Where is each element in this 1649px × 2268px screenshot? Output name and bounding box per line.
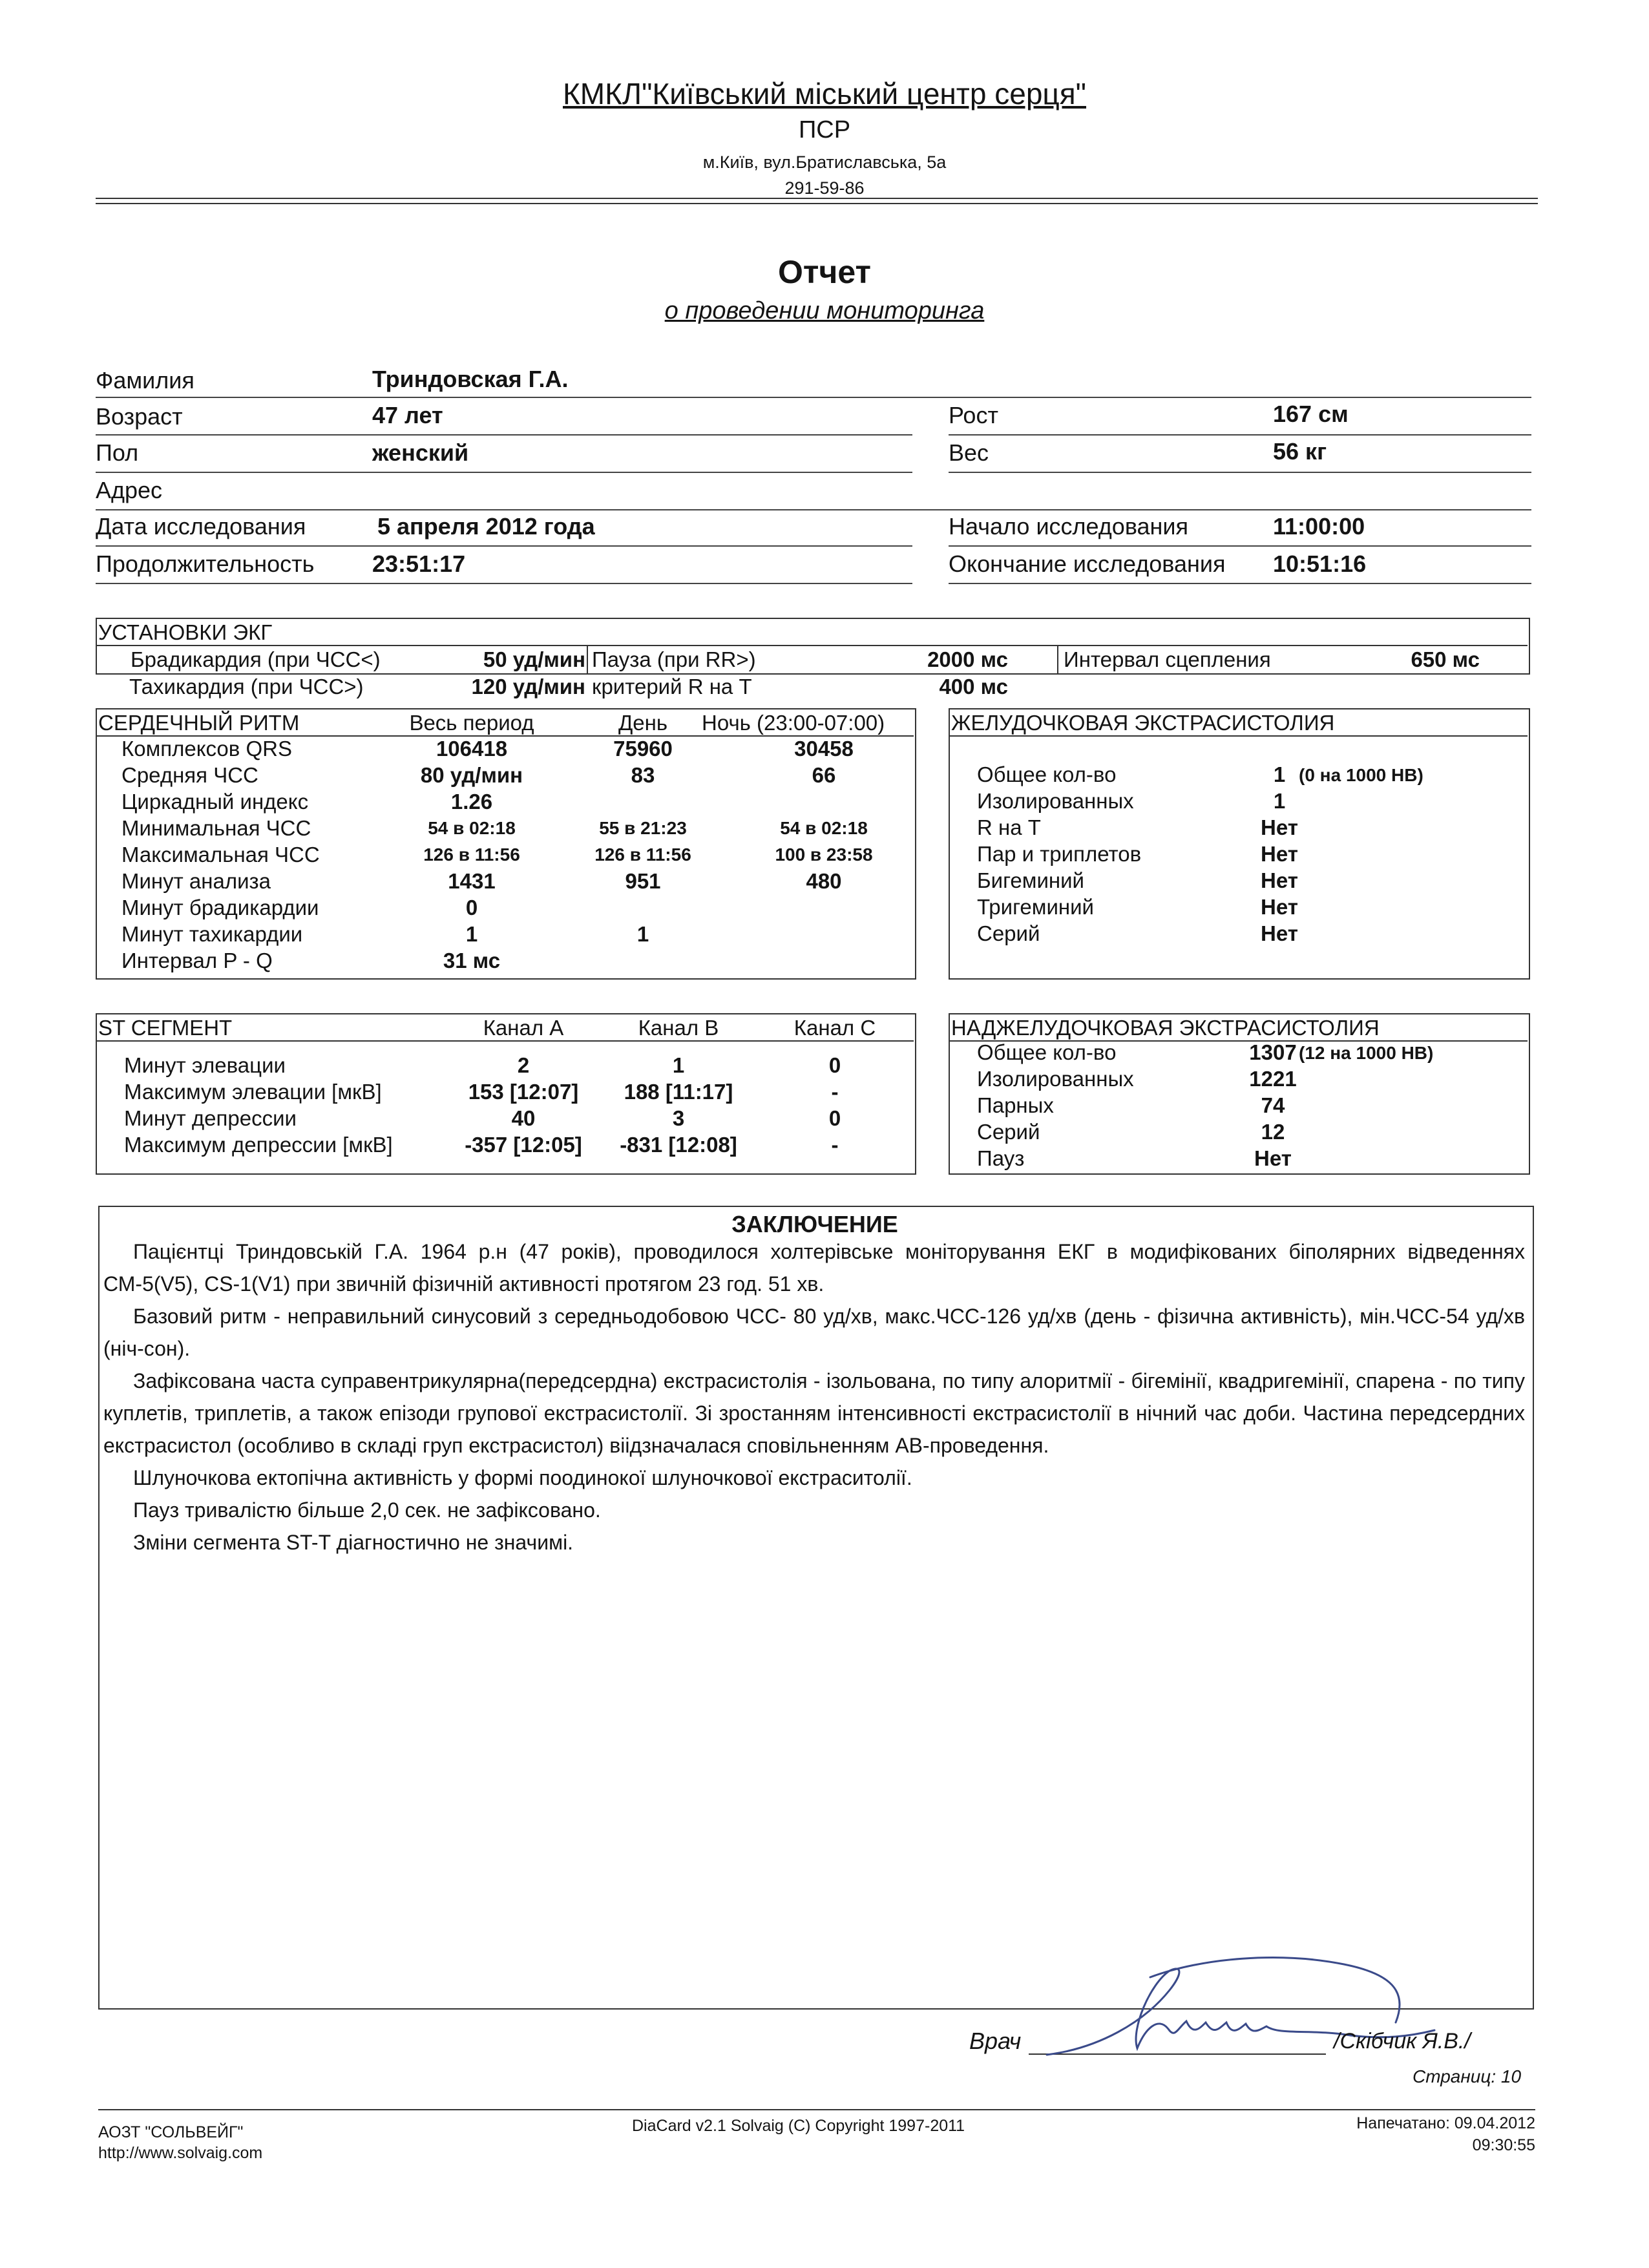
coupling-value: 650 мс (1411, 647, 1480, 671)
ventricular-row-value: 1 (1273, 789, 1286, 813)
st-segment-divider (96, 1040, 914, 1042)
conclusion-paragraph: Зміни сегмента ST-T діагностично не значимі. (133, 1531, 574, 1554)
rhythm-row-label: Комплексов QRS (121, 737, 292, 761)
ventricular-row-value: Нет (1261, 868, 1298, 892)
ventricular-row-value: Нет (1261, 895, 1298, 919)
report-title: Отчет (777, 254, 872, 290)
supraventricular-row-value: Нет (1254, 1146, 1292, 1170)
conclusion-paragraph: Зафіксована часта суправентрикулярна(передсердна) екстрасистолія - ізольована, по типу алоритмії - бігемінії, квадригемінії, спарена - по типу куплетів, триплетів, а також епізоди групової екстрасистолії. Зі зростанням інтенсивності екстрасистолії в нічний час доби. Частина передсердних екстрасистол (особливо в складі груп екстрасистол) віідзначалася сповільненням АВ-проведення. (103, 1369, 1525, 1457)
height-value: 167 см (1273, 401, 1349, 427)
ventricular-row-label: Тригеминий (977, 895, 1094, 919)
doctor-label: Врач (969, 2028, 1022, 2054)
header-divider (96, 198, 1538, 199)
heart-rhythm-title: СЕРДЕЧНЫЙ РИТМ (98, 711, 300, 735)
supraventricular-row-label: Изолированных (977, 1067, 1134, 1091)
rhythm-value-night: 66 (812, 763, 836, 787)
row-divider (96, 509, 1531, 510)
tachy-value: 120 уд/мин (471, 675, 585, 698)
st-value-b: -831 [12:08] (620, 1133, 737, 1157)
st-value-a: 153 [12:07] (468, 1080, 579, 1104)
rhythm-value-night: 480 (806, 869, 842, 893)
rhythm-value-all: 80 уд/мин (420, 763, 523, 787)
department-name: ПСР (798, 116, 851, 143)
col-channel-c: Канал C (793, 1016, 876, 1040)
st-value-a: 2 (517, 1053, 530, 1077)
st-row-label: Максимум депрессии [мкВ] (124, 1133, 393, 1157)
supraventricular-row-note: (12 на 1000 НВ) (1299, 1043, 1434, 1063)
conclusion-text (103, 1235, 1525, 1559)
institution-address: м.Київ, вул.Братиславська, 5а (702, 152, 947, 172)
pause-label: Пауза (при RR>) (592, 647, 756, 671)
rhythm-value-day: 55 в 21:23 (599, 818, 687, 838)
st-row-label: Максимум элевации [мкВ] (124, 1080, 382, 1104)
ventricular-row-value: Нет (1261, 815, 1298, 839)
rhythm-value-day: 126 в 11:56 (594, 845, 691, 865)
supraventricular-row-label: Общее кол-во (977, 1040, 1117, 1064)
rhythm-row-label: Интервал P - Q (121, 949, 273, 972)
st-segment-title: ST СЕГМЕНТ (98, 1016, 233, 1040)
rhythm-value-all: 1431 (448, 869, 496, 893)
rhythm-value-all: 126 в 11:56 (423, 845, 520, 865)
rhythm-row-label: Максимальная ЧСС (121, 843, 320, 866)
row-divider (96, 397, 1531, 398)
st-value-b: 3 (672, 1106, 685, 1130)
age-value: 47 лет (372, 402, 443, 428)
st-value-c: 0 (828, 1053, 841, 1077)
st-value-a: 40 (511, 1106, 536, 1130)
brady-label: Брадикардия (при ЧСС<) (131, 647, 381, 671)
ecg-divider (96, 645, 587, 646)
coupling-label: Интервал сцепления (1064, 647, 1271, 671)
row-divider (949, 545, 1531, 547)
ventricular-row-value: Нет (1261, 921, 1298, 945)
footer-divider (98, 2109, 1535, 2110)
supraventricular-row-value: 74 (1261, 1093, 1285, 1117)
date-label: Дата исследования (96, 513, 306, 540)
row-divider (949, 583, 1531, 584)
col-day: День (618, 711, 668, 735)
ventricular-row-note: (0 на 1000 НВ) (1299, 765, 1423, 785)
row-divider (96, 472, 912, 473)
end-label: Окончание исследования (949, 551, 1226, 577)
header-divider-2 (96, 203, 1538, 204)
row-divider (949, 434, 1531, 436)
rhythm-value-all: 31 мс (443, 949, 501, 972)
tachy-label: Тахикардия (при ЧСС>) (129, 675, 364, 698)
rhythm-value-day: 83 (631, 763, 655, 787)
st-value-c: 0 (828, 1106, 841, 1130)
ventricular-row-label: Серий (977, 921, 1040, 945)
r-on-t-label: критерий R на T (592, 675, 752, 698)
institution-name: КМКЛ"Київський міський центр серця" (563, 77, 1086, 110)
rhythm-row-label: Средняя ЧСС (121, 763, 258, 787)
sex-value: женский (372, 439, 469, 466)
address-label: Адрес (96, 477, 163, 503)
st-value-c: - (831, 1133, 839, 1157)
row-divider (96, 583, 912, 584)
footer-printed-date: Напечатано: 09.04.2012 (1356, 2114, 1535, 2132)
supraventricular-row-label: Парных (977, 1093, 1054, 1117)
rhythm-value-all: 106418 (436, 737, 508, 761)
st-value-b: 188 [11:17] (624, 1080, 733, 1104)
conclusion-paragraph: Пацієнтці Триндовській Г.А. 1964 р.н (47 років), проводилося холтерівське моніторування ЕКГ в модифікованих біполярних відведеннях СМ-5(V5), CS-1(V1) при звичній фізичній активності протягом 23 год. 51 хв. (103, 1240, 1525, 1296)
supraventricular-row-value: 1307 (1249, 1040, 1297, 1064)
page-count: Страниц: 10 (1413, 2066, 1522, 2086)
col-channel-a: Канал A (483, 1016, 564, 1040)
row-divider (96, 545, 912, 547)
report-subtitle: о проведении мониторинга (664, 297, 985, 324)
start-value: 11:00:00 (1273, 513, 1365, 540)
ventricular-divider (949, 735, 1528, 737)
weight-value: 56 кг (1273, 438, 1327, 465)
row-divider (96, 434, 912, 436)
supraventricular-row-label: Серий (977, 1120, 1040, 1144)
rhythm-value-day: 75960 (613, 737, 673, 761)
ventricular-row-label: Общее кол-во (977, 762, 1117, 786)
age-label: Возраст (96, 403, 183, 430)
col-all-period: Весь период (409, 711, 534, 735)
rhythm-value-night: 30458 (794, 737, 854, 761)
footer-software: DiaCard v2.1 Solvaig (C) Copyright 1997-2011 (632, 2117, 965, 2135)
st-row-label: Минут элевации (124, 1053, 286, 1077)
col-night: Ночь (23:00-07:00) (702, 711, 885, 735)
r-on-t-value: 400 мс (939, 675, 1008, 698)
conclusion-title: ЗАКЛЮЧЕНИЕ (731, 1211, 898, 1237)
surname-label: Фамилия (96, 367, 194, 394)
st-row-label: Минут депрессии (124, 1106, 297, 1130)
row-divider (949, 472, 1531, 473)
rhythm-value-all: 54 в 02:18 (428, 818, 516, 838)
pause-value: 2000 мс (927, 647, 1008, 671)
ventricular-title: ЖЕЛУДОЧКОВАЯ ЭКСТРАСИСТОЛИЯ (951, 711, 1335, 735)
supraventricular-row-value: 1221 (1249, 1067, 1297, 1091)
ventricular-row-label: Бигеминий (977, 868, 1084, 892)
ventricular-row-value: Нет (1261, 842, 1298, 866)
ecg-settings-title: УСТАНОВКИ ЭКГ (98, 620, 273, 644)
rhythm-value-day: 1 (636, 922, 649, 946)
weight-label: Вес (949, 439, 989, 466)
brady-value: 50 уд/мин (483, 647, 585, 671)
ventricular-row-label: R на T (977, 815, 1041, 839)
ecg-divider (1057, 645, 1058, 673)
date-value: 5 апреля 2012 года (377, 513, 595, 540)
institution-phone: 291-59-86 (784, 178, 865, 198)
ventricular-row-value: 1 (1273, 762, 1286, 786)
rhythm-row-label: Минут анализа (121, 869, 271, 893)
rhythm-row-label: Минут тахикардии (121, 922, 303, 946)
footer-website: http://www.solvaig.com (98, 2144, 263, 2162)
rhythm-value-day: 951 (625, 869, 661, 893)
ventricular-row-label: Изолированных (977, 789, 1134, 813)
rhythm-value-all: 1.26 (450, 790, 493, 814)
conclusion-paragraph: Шлуночкова ектопічна активність у формі поодинокої шлуночкової екстраситолії. (133, 1466, 912, 1489)
sex-label: Пол (96, 439, 139, 466)
duration-label: Продолжительность (96, 551, 315, 577)
rhythm-value-night: 54 в 02:18 (780, 818, 868, 838)
rhythm-value-night: 100 в 23:58 (775, 845, 873, 865)
ecg-divider (587, 645, 588, 673)
start-label: Начало исследования (949, 513, 1189, 540)
end-value: 10:51:16 (1273, 551, 1367, 577)
ventricular-row-label: Пар и триплетов (977, 842, 1142, 866)
rhythm-row-label: Циркадный индекс (121, 790, 309, 814)
conclusion-paragraph: Пауз тривалістю більше 2,0 сек. не зафіксовано. (133, 1498, 601, 1522)
height-label: Рост (949, 402, 998, 428)
rhythm-row-label: Минут брадикардии (121, 896, 319, 919)
footer-company: АОЗТ "СОЛЬВЕЙГ" (98, 2123, 244, 2141)
rhythm-value-all: 1 (465, 922, 478, 946)
supraventricular-title: НАДЖЕЛУДОЧКОВАЯ ЭКСТРАСИСТОЛИЯ (951, 1016, 1380, 1040)
supraventricular-row-value: 12 (1261, 1120, 1285, 1144)
conclusion-paragraph: Базовий ритм - неправильний синусовий з середньодобовою ЧСС- 80 уд/хв, макс.ЧСС-126 уд/хв (день - фізична активність), мін.ЧСС-54 уд/хв (ніч-сон). (103, 1305, 1525, 1360)
doctor-name: /Скібчик Я.В./ (1334, 2029, 1471, 2053)
st-value-b: 1 (672, 1053, 685, 1077)
rhythm-value-all: 0 (465, 896, 478, 919)
st-value-c: - (831, 1080, 839, 1104)
st-value-a: -357 [12:05] (465, 1133, 582, 1157)
duration-value: 23:51:17 (372, 551, 466, 577)
col-channel-b: Канал B (638, 1016, 719, 1040)
footer-printed-time: 09:30:55 (1472, 2136, 1535, 2154)
rhythm-row-label: Минимальная ЧСС (121, 816, 311, 840)
surname-value: Триндовская Г.А. (372, 366, 569, 392)
supraventricular-row-label: Пауз (977, 1146, 1025, 1170)
